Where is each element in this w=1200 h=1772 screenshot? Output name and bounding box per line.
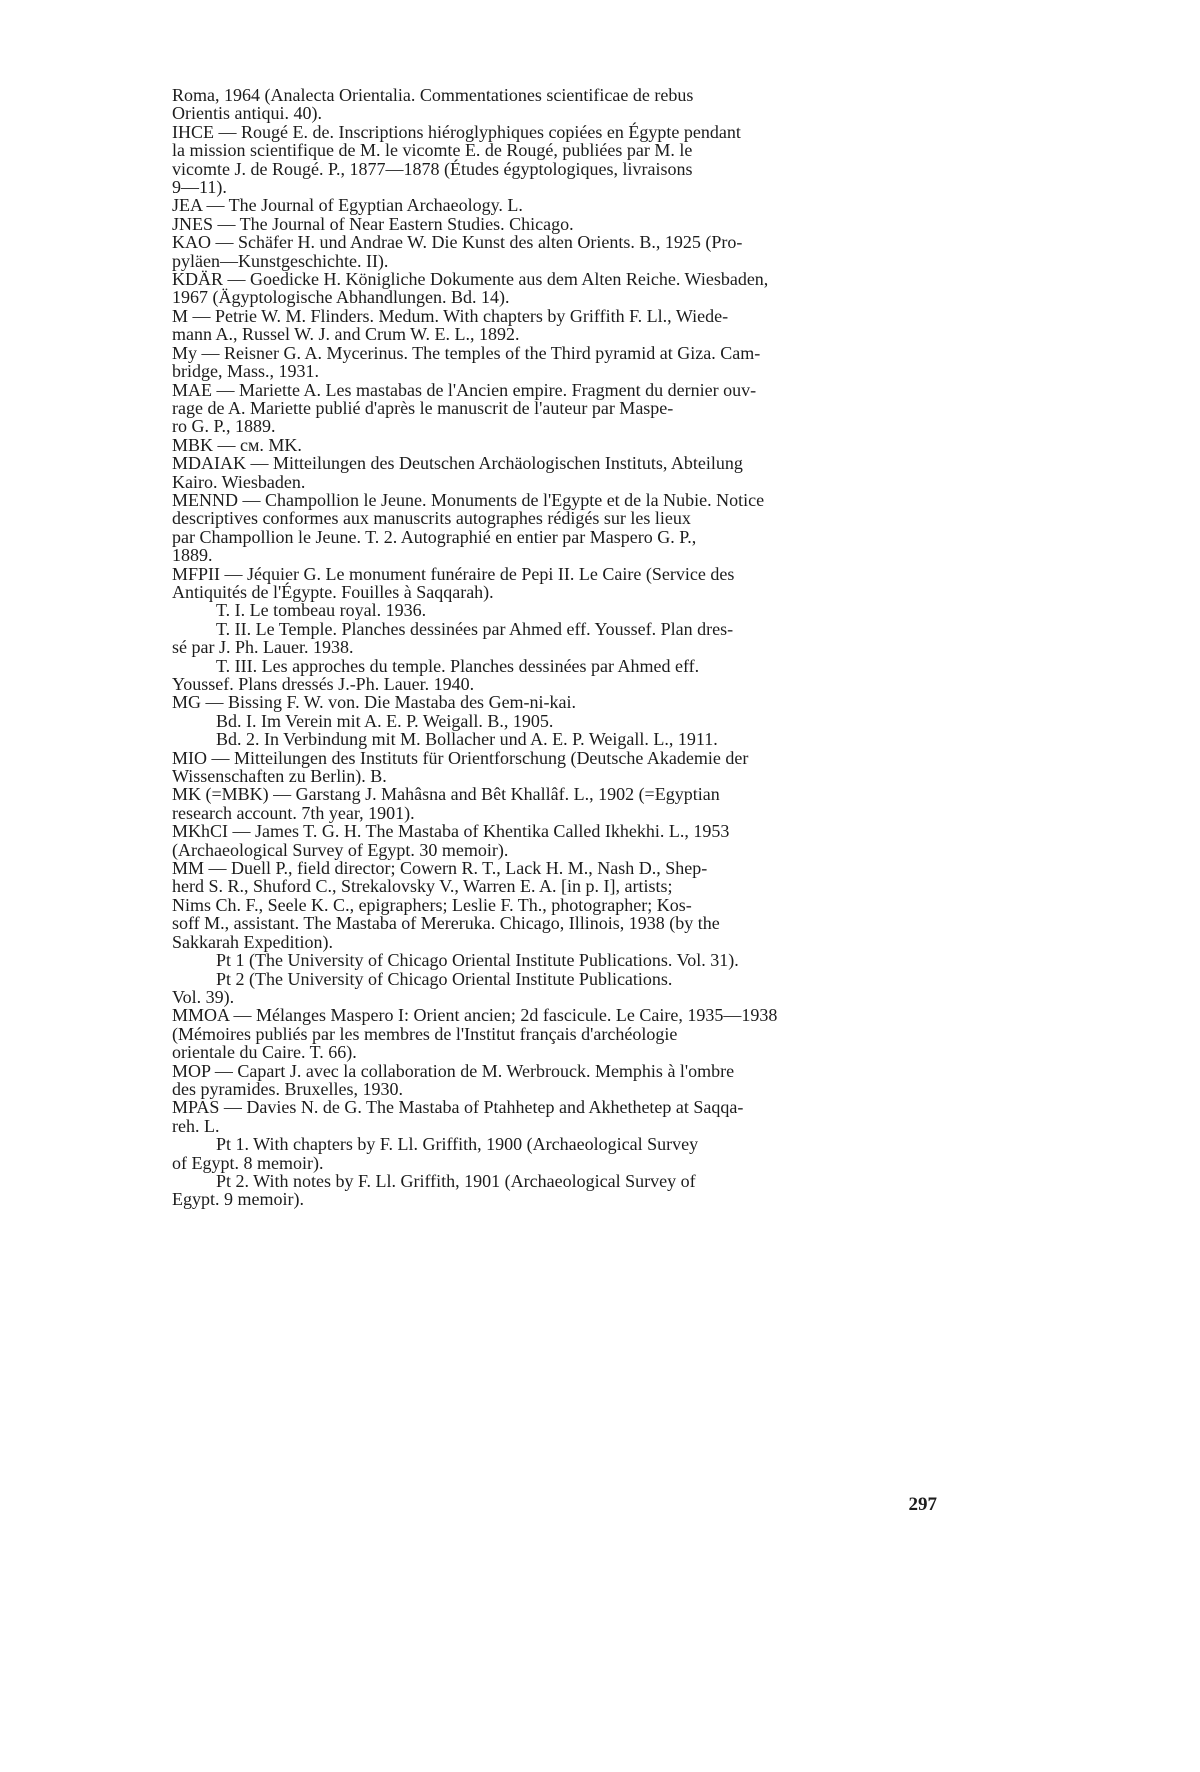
text-line: research account. 7th year, 1901). [172,802,415,823]
entry-mae [172,381,930,436]
text-line: MDAIAK — Mitteilungen des Deutschen Archäologischen Instituts, Abteilung [172,453,743,474]
text-line: JEA — The Journal of Egyptian Archaeology. L. [172,195,523,216]
text-line: Roma, 1964 (Analecta Orientalia. Commentationes scientificae de rebus [172,85,694,105]
text-line: ro G. P., 1889. [172,416,276,437]
text-line: KDÄR — Goedicke H. Königliche Dokumente aus dem Alten Reiche. Wiesbaden, [172,269,769,290]
text-line: Kairo. Wiesbaden. [172,471,306,492]
entry-m [172,307,930,344]
entry-mop [172,1062,930,1099]
entry-kao [172,233,930,270]
text-line: 1967 (Ägyptologische Abhandlungen. Bd. 14). [172,287,510,308]
entry-continuation [172,86,930,123]
entry-mdaiak [172,454,930,491]
entry-mbk [172,436,930,454]
page-number: 297 [908,1494,937,1515]
text-line: (Archaeological Survey of Egypt. 30 memoir). [172,839,509,860]
entry-jnes [172,215,930,233]
entry-jea [172,196,930,214]
bibliography-text [172,86,930,1209]
text-line: MG — Bissing F. W. von. Die Mastaba des Gem-ni-kai. [172,692,577,713]
text-line: T. I. Le tombeau royal. 1936. [216,600,427,621]
text-line: M — Petrie W. M. Flinders. Medum. With chapters by Griffith F. Ll., Wiede- [172,305,729,326]
entry-mm [172,859,930,1006]
text-line: MENND — Champollion le Jeune. Monuments de l'Egypte et de la Nubie. Notice [172,489,765,510]
text-line: orientale du Caire. T. 66). [172,1042,357,1063]
text-line: 1889. [172,545,213,566]
text-line: KAO — Schäfer H. und Andrae W. Die Kunst des alten Orients. B., 1925 (Pro- [172,232,743,253]
text-line: MPAS — Davies N. de G. The Mastaba of Ptahhetep and Akhethetep at Saqqa- [172,1097,744,1118]
text-line: (Mémoires publiés par les membres de l'Institut français d'archéologie [172,1023,678,1044]
text-line: MIO — Mitteilungen des Instituts für Orientforschung (Deutsche Akademie der [172,747,749,768]
text-line: Vol. 39). [172,986,235,1007]
text-line: MK (=MBK) — Garstang J. Mahâsna and Bêt Khallâf. L., 1902 (=Egyptian [172,784,720,805]
entry-mpas [172,1098,930,1208]
entry-mk [172,785,930,822]
text-line: rage de A. Mariette publié d'après le manuscrit de l'auteur par Maspe- [172,397,674,418]
text-line: JNES — The Journal of Near Eastern Studies. Chicago. [172,213,574,234]
text-line: Orientis antiqui. 40). [172,103,322,124]
text-line: MM — Duell P., field director; Cowern R. T., Lack H. M., Nash D., Shep- [172,858,708,879]
text-line: Egypt. 9 memoir). [172,1189,304,1210]
entry-ihce [172,123,930,197]
text-line: Youssef. Plans dressés J.-Ph. Lauer. 1940. [172,674,475,694]
text-line: Bd. I. Im Verein mit A. E. P. Weigall. B., 1905. [216,710,554,731]
entry-mkhci [172,822,930,859]
text-line: Bd. 2. In Verbindung mit M. Bollacher und A. E. P. Weigall. L., 1911. [216,729,718,750]
text-line: la mission scientifique de M. le vicomte E. de Rougé, publiées par M. le [172,140,693,161]
text-line: Pt 2 (The University of Chicago Oriental Institute Publications. [216,968,673,989]
text-line: MKhCI — James T. G. H. The Mastaba of Khentika Called Ikhekhi. L., 1953 [172,821,730,842]
text-line: MFPII — Jéquier G. Le monument funéraire de Pepi II. Le Caire (Service des [172,563,735,584]
text-line: Nims Ch. F., Seele K. C., epigraphers; Leslie F. Th., photographer; Kos- [172,894,692,915]
entry-mg [172,693,930,748]
text-line: pyläen—Kunstgeschichte. II). [172,250,389,271]
text-line: MBK — см. MK. [172,434,302,455]
text-line: My — Reisner G. A. Mycerinus. The temples of the Third pyramid at Giza. Cam- [172,342,761,363]
entry-mfpii [172,565,930,694]
text-line: mann A., Russel W. J. and Crum W. E. L., 1892. [172,324,520,345]
text-line: Sakkarah Expedition). [172,931,333,952]
text-line: Pt 2. With notes by F. Ll. Griffith, 1901 (Archaeological Survey of [216,1170,696,1191]
text-line: Antiquités de l'Égypte. Fouilles à Saqqarah). [172,581,494,602]
text-line: vicomte J. de Rougé. P., 1877—1878 (Études égyptologiques, livraisons [172,158,693,179]
text-line: reh. L. [172,1115,220,1136]
text-line: Pt 1. With chapters by F. Ll. Griffith, 1900 (Archaeological Survey [216,1134,699,1155]
text-line: MAE — Mariette A. Les mastabas de l'Ancien empire. Fragment du dernier ouv- [172,379,757,400]
text-line: herd S. R., Shuford C., Strekalovsky V., Warren E. A. [in p. I], artists; [172,876,673,897]
entry-mio [172,749,930,786]
text-line: Wissenschaften zu Berlin). B. [172,766,387,787]
text-line: MMOA — Mélanges Maspero I: Orient ancien; 2d fascicule. Le Caire, 1935—1938 [172,1005,778,1026]
text-line: IHCE — Rougé E. de. Inscriptions hiéroglyphiques copiées en Égypte pendant [172,121,741,142]
text-line: of Egypt. 8 memoir). [172,1152,324,1173]
text-line: soff M., assistant. The Mastaba of Mereruka. Chicago, Illinois, 1938 (by the [172,913,720,934]
text-line: T. II. Le Temple. Planches dessinées par Ahmed eff. Youssef. Plan dres- [216,618,734,639]
text-line: T. III. Les approches du temple. Planches dessinées par Ahmed eff. [216,655,700,676]
text-line: bridge, Mass., 1931. [172,361,319,382]
text-line: Pt 1 (The University of Chicago Oriental Institute Publications. Vol. 31). [216,950,739,971]
text-line: des pyramides. Bruxelles, 1930. [172,1078,403,1099]
text-line: par Champollion le Jeune. T. 2. Autographié en entier par Maspero G. P., [172,526,697,547]
entry-mmoa [172,1006,930,1061]
text-line: sé par J. Ph. Lauer. 1938. [172,637,354,658]
entry-mennd [172,491,930,565]
text-line: MOP — Capart J. avec la collaboration de M. Werbrouck. Memphis à l'ombre [172,1060,735,1081]
text-line: 9—11). [172,177,227,198]
entry-my [172,344,930,381]
entry-kdar [172,270,930,307]
text-line: descriptives conformes aux manuscrits autographes rédigés sur les lieux [172,508,691,529]
